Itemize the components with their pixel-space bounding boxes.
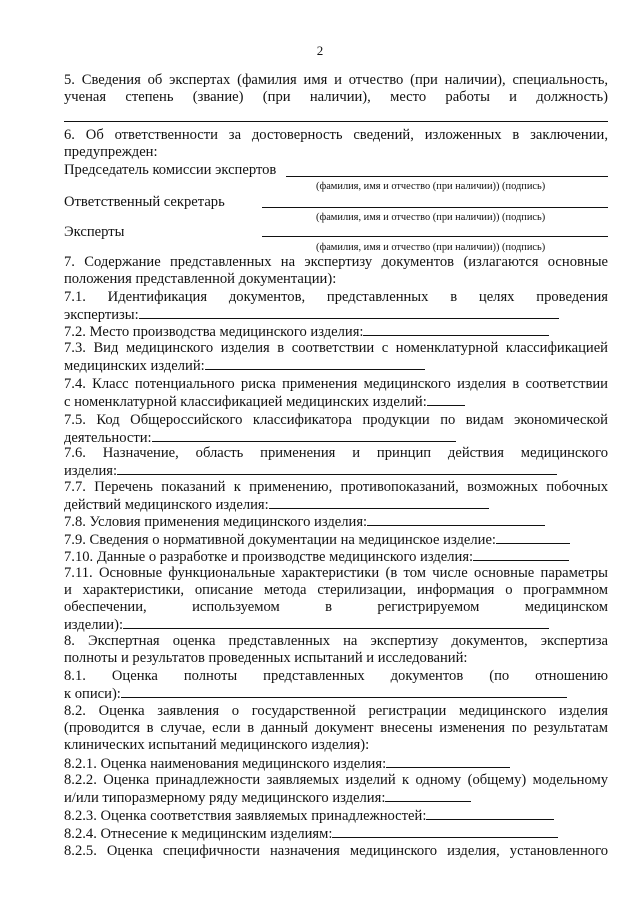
item-7-7-line-1: 7.7. Перечень показаний к применению, противопоказаний, возможных побочных <box>64 479 608 495</box>
item-8-2-line-2: (проводится в случае, если в данный документ внесены изменения по результатам <box>64 720 608 736</box>
section-7-line-1: 7. Содержание представленных на экспертизу документов (излагаются основные <box>64 254 608 270</box>
item-7-6-line-2: изделия: <box>64 462 608 480</box>
chair-signature-line <box>286 176 608 177</box>
item-8-2-5-line-1: 8.2.5. Оценка специфичности назначения медицинского изделия, установленного <box>64 843 608 859</box>
item-7-3-blank <box>205 357 425 370</box>
item-8-2-2-line-2: и/или типоразмерному ряду медицинского изделия: <box>64 789 608 807</box>
item-7-10-blank <box>473 548 569 561</box>
item-7-11-line-1: 7.11. Основные функциональные характеристики (в том числе основные параметры <box>64 565 608 581</box>
experts-signature-caption: (фамилия, имя и отчество (при наличии)) (подпись) <box>316 242 546 253</box>
secretary-signature-line <box>262 207 608 208</box>
item-7-7-blank <box>269 496 489 509</box>
item-7-3-line-1: 7.3. Вид медицинского изделия в соответствии с номенклатурной классификацией <box>64 340 608 356</box>
item-7-4-blank <box>427 393 465 406</box>
item-7-1-blank <box>139 306 559 319</box>
item-7-11-line-2: и характеристики, описание метода стерилизации, информация о программном <box>64 582 608 598</box>
item-8-1-blank <box>121 685 567 698</box>
item-8-2-3: 8.2.3. Оценка соответствия заявляемых принадлежностей: <box>64 807 608 825</box>
experts-info-blank <box>64 121 608 122</box>
item-7-9-blank <box>496 531 570 544</box>
page-number: 2 <box>316 43 324 58</box>
item-7-1-line-2: экспертизы: <box>64 306 608 324</box>
item-8-2-4-blank <box>332 825 558 838</box>
section-8-line-1: 8. Экспертная оценка представленных на экспертизу документов, экспертиза <box>64 633 608 649</box>
item-8-2-line-3: клинических испытаний медицинского изделия): <box>64 737 370 753</box>
item-8-2-3-blank <box>426 807 554 820</box>
chair-label: Председатель комиссии экспертов <box>64 162 277 178</box>
secretary-label: Ответственный секретарь <box>64 194 225 210</box>
item-8-2-line-1: 8.2. Оценка заявления о государственной регистрации медицинского изделия <box>64 703 608 719</box>
item-7-4-line-2: с номенклатурной классификацией медицинских изделий: <box>64 393 608 411</box>
item-7-8-blank <box>367 513 545 526</box>
section-6-line-2: предупрежден: <box>64 144 158 160</box>
item-8-1-line-1: 8.1. Оценка полноты представленных документов (по отношению <box>64 668 608 684</box>
experts-signature-line <box>262 236 608 237</box>
item-7-6-line-1: 7.6. Назначение, область применения и принцип действия медицинского <box>64 445 608 461</box>
item-7-3-line-2: медицинских изделий: <box>64 357 608 375</box>
item-8-1-line-2: к описи): <box>64 685 608 703</box>
item-7-5-blank <box>152 429 456 442</box>
item-8-2-1: 8.2.1. Оценка наименования медицинского изделия: <box>64 755 608 773</box>
item-8-2-2-line-1: 8.2.2. Оценка принадлежности заявляемых изделий к одному (общему) модельному <box>64 772 608 788</box>
item-7-1-line-1: 7.1. Идентификация документов, представленных в целях проведения <box>64 289 608 305</box>
experts-label: Эксперты <box>64 224 125 240</box>
item-7-2: 7.2. Место производства медицинского изделия: <box>64 323 608 341</box>
item-7-10: 7.10. Данные о разработке и производстве медицинского изделия: <box>64 548 608 566</box>
item-7-8: 7.8. Условия применения медицинского изделия: <box>64 513 608 531</box>
item-7-9: 7.9. Сведения о нормативной документации на медицинское изделие: <box>64 531 608 549</box>
section-5-line-2: ученая степень (звание) (при наличии), место работы и должность) <box>64 89 608 105</box>
secretary-signature-caption: (фамилия, имя и отчество (при наличии)) (подпись) <box>316 212 546 223</box>
item-7-5-line-1: 7.5. Код Общероссийского классификатора продукции по видам экономической <box>64 412 608 428</box>
chair-signature-caption: (фамилия, имя и отчество (при наличии)) (подпись) <box>316 181 546 192</box>
item-7-11-line-4: изделии): <box>64 616 608 634</box>
item-7-6-blank <box>117 462 557 475</box>
section-6-line-1: 6. Об ответственности за достоверность сведений, изложенных в заключении, <box>64 127 608 143</box>
item-7-4-line-1: 7.4. Класс потенциального риска применения медицинского изделия в соответствии <box>64 376 608 392</box>
item-7-7-line-2: действий медицинского изделия: <box>64 496 608 514</box>
section-7-line-2: положения представленной документации): <box>64 271 337 287</box>
item-8-2-2-blank <box>385 789 471 802</box>
item-8-2-4: 8.2.4. Отнесение к медицинским изделиям: <box>64 825 608 843</box>
item-7-11-blank <box>123 616 549 629</box>
section-5-line-1: 5. Сведения об экспертах (фамилия имя и отчество (при наличии), специальность, <box>64 72 608 88</box>
item-7-5-line-2: деятельности: <box>64 429 608 447</box>
item-7-2-blank <box>363 323 549 336</box>
item-7-11-line-3: обеспечении, используемом в регистрируемом медицинском <box>64 599 608 615</box>
section-8-line-2: полноты и результатов проведенных испытаний и исследований: <box>64 650 468 666</box>
item-8-2-1-blank <box>386 755 510 768</box>
